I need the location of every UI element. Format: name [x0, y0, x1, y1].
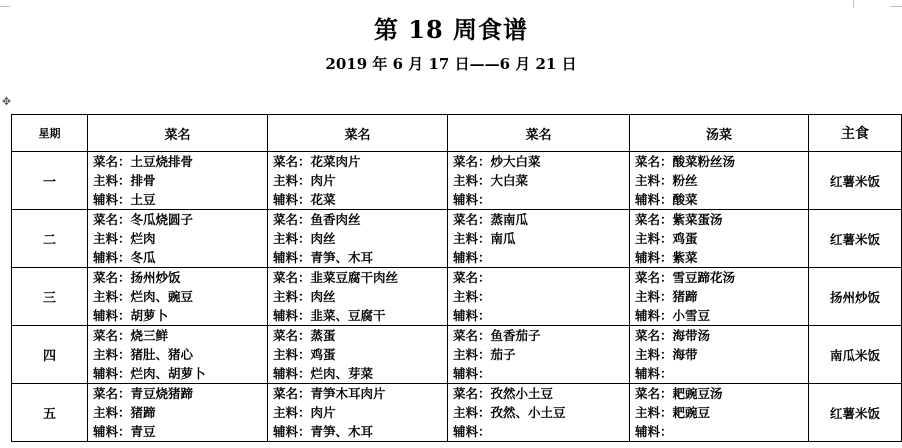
dish-3-cell: [448, 210, 630, 268]
side-ingredient-line: 辅料：紫菜: [635, 250, 698, 265]
menu-table-container: [11, 114, 902, 442]
staple-food-cell: 红薯米饭: [809, 152, 902, 210]
dish-1-cell: [88, 268, 268, 326]
dish-3-cell: [448, 384, 630, 442]
dish-2-cell: [268, 268, 448, 326]
dish-1-cell: [88, 326, 268, 384]
side-ingredient-line: 辅料：胡萝卜: [93, 308, 169, 323]
soup-cell: [630, 384, 809, 442]
dish-name-line: 菜名：花菜肉片: [273, 154, 361, 169]
dish-3-cell: [448, 268, 630, 326]
staple-food-cell: 南瓜米饭: [809, 326, 902, 384]
weekday-cell: 一: [12, 152, 88, 210]
dish-name-line: 菜名：烧三鲜: [93, 328, 169, 343]
main-ingredient-line: 主料：南瓜: [453, 231, 516, 246]
side-ingredient-line: 辅料：冬瓜: [93, 250, 156, 265]
dish-name-line: 菜名：青笋木耳肉片: [273, 386, 386, 401]
soup-cell: [630, 268, 809, 326]
header-dish-3: 菜名: [448, 115, 630, 152]
side-ingredient-line: 辅料：: [635, 424, 673, 439]
side-ingredient-line: 辅料：: [453, 192, 491, 207]
side-ingredient-line: 辅料：青豆: [93, 424, 156, 439]
main-ingredient-line: 主料：鸡蛋: [635, 231, 698, 246]
soup-cell: [630, 210, 809, 268]
main-ingredient-line: 主料：耙豌豆: [635, 405, 711, 420]
dish-1-cell: [88, 152, 268, 210]
table-row: [12, 268, 902, 326]
staple-food-cell: 扬州炒饭: [809, 268, 902, 326]
dish-name-line: 菜名：炒大白菜: [453, 154, 541, 169]
main-ingredient-line: 主料：茄子: [453, 347, 516, 362]
dish-2-cell: [268, 152, 448, 210]
main-ingredient-line: 主料：肉片: [273, 405, 336, 420]
soup-cell: [630, 326, 809, 384]
main-ingredient-line: 主料：大白菜: [453, 173, 529, 188]
table-row: [12, 210, 902, 268]
main-ingredient-line: 主料：海带: [635, 347, 698, 362]
dish-name-line: 菜名：土豆烧排骨: [93, 154, 194, 169]
dish-2-cell: [268, 384, 448, 442]
dish-name-line: 菜名：鱼香肉丝: [273, 212, 361, 227]
weekday-cell: 五: [12, 384, 88, 442]
side-ingredient-line: 辅料：土豆: [93, 192, 156, 207]
dish-name-line: 菜名：鱼香茄子: [453, 328, 541, 343]
main-ingredient-line: 主料：猪蹄: [635, 289, 698, 304]
page-corner-mark: [890, 6, 902, 7]
side-ingredient-line: 辅料：烂肉、胡萝卜: [93, 366, 206, 381]
dish-3-cell: [448, 152, 630, 210]
main-ingredient-line: 主料：肉丝: [273, 289, 336, 304]
dish-name-line: 菜名：紫菜蛋汤: [635, 212, 723, 227]
move-cross-icon[interactable]: ✥: [1, 95, 12, 108]
header-dish-2: 菜名: [268, 115, 448, 152]
staple-food-cell: 红薯米饭: [809, 384, 902, 442]
main-ingredient-line: 主料：: [453, 289, 491, 304]
side-ingredient-line: 辅料：酸菜: [635, 192, 698, 207]
page-title: 第 18 周食谱: [373, 15, 529, 44]
main-ingredient-line: 主料：猪蹄: [93, 405, 156, 420]
dish-3-cell: [448, 326, 630, 384]
main-ingredient-line: 主料：猪肚、猪心: [93, 347, 194, 362]
weekly-menu-table: [11, 114, 902, 442]
weekday-cell: 四: [12, 326, 88, 384]
side-ingredient-line: 辅料：: [453, 424, 491, 439]
dish-2-cell: [268, 326, 448, 384]
header-staple: 主食: [809, 115, 902, 152]
main-ingredient-line: 主料：排骨: [93, 173, 156, 188]
dish-1-cell: [88, 384, 268, 442]
main-ingredient-line: 主料：肉丝: [273, 231, 336, 246]
side-ingredient-line: 辅料：: [635, 366, 673, 381]
dish-name-line: 菜名：雪豆蹄花汤: [635, 270, 736, 285]
main-ingredient-line: 主料：粉丝: [635, 173, 698, 188]
dish-name-line: 菜名：蒸南瓜: [453, 212, 529, 227]
table-row: [12, 152, 902, 210]
side-ingredient-line: 辅料：烂肉、芽菜: [273, 366, 374, 381]
dish-name-line: 菜名：酸菜粉丝汤: [635, 154, 736, 169]
side-ingredient-line: 辅料：: [453, 308, 491, 323]
soup-cell: [630, 152, 809, 210]
weekday-cell: 三: [12, 268, 88, 326]
dish-name-line: 菜名：蒸蛋: [273, 328, 336, 343]
page-corner-mark: [0, 6, 10, 7]
side-ingredient-line: 辅料：青笋、木耳: [273, 250, 374, 265]
dish-name-line: 菜名：冬瓜烧圆子: [93, 212, 194, 227]
dish-name-line: 菜名：孜然小土豆: [453, 386, 554, 401]
main-ingredient-line: 主料：烂肉、豌豆: [93, 289, 194, 304]
side-ingredient-line: 辅料：青笋、木耳: [273, 424, 374, 439]
header-dish-1: 菜名: [88, 115, 268, 152]
header-soup: 汤菜: [630, 115, 809, 152]
dish-name-line: 菜名：韭菜豆腐干肉丝: [273, 270, 399, 285]
date-range-subtitle: 2019 年 6 月 17 日——6 月 21 日: [325, 55, 577, 73]
page-corner-mark: [853, 0, 854, 8]
dish-name-line: 菜名：海带汤: [635, 328, 711, 343]
main-ingredient-line: 主料：肉片: [273, 173, 336, 188]
dish-2-cell: [268, 210, 448, 268]
header-weekday: 星期: [12, 115, 88, 152]
dish-name-line: 菜名：扬州炒饭: [93, 270, 181, 285]
staple-food-cell: 红薯米饭: [809, 210, 902, 268]
side-ingredient-line: 辅料：小雪豆: [635, 308, 711, 323]
dish-name-line: 菜名：青豆烧猪蹄: [93, 386, 194, 401]
side-ingredient-line: 辅料：: [453, 250, 491, 265]
table-row: [12, 384, 902, 442]
side-ingredient-line: 辅料：花菜: [273, 192, 336, 207]
side-ingredient-line: 辅料：: [453, 366, 491, 381]
main-ingredient-line: 主料：烂肉: [93, 231, 156, 246]
table-header-row: [12, 115, 902, 152]
main-ingredient-line: 主料：孜然、小土豆: [453, 405, 566, 420]
dish-1-cell: [88, 210, 268, 268]
dish-name-line: 菜名：耙豌豆汤: [635, 386, 723, 401]
side-ingredient-line: 辅料：韭菜、豆腐干: [273, 308, 386, 323]
dish-name-line: 菜名：: [453, 270, 491, 285]
table-row: [12, 326, 902, 384]
weekday-cell: 二: [12, 210, 88, 268]
main-ingredient-line: 主料：鸡蛋: [273, 347, 336, 362]
